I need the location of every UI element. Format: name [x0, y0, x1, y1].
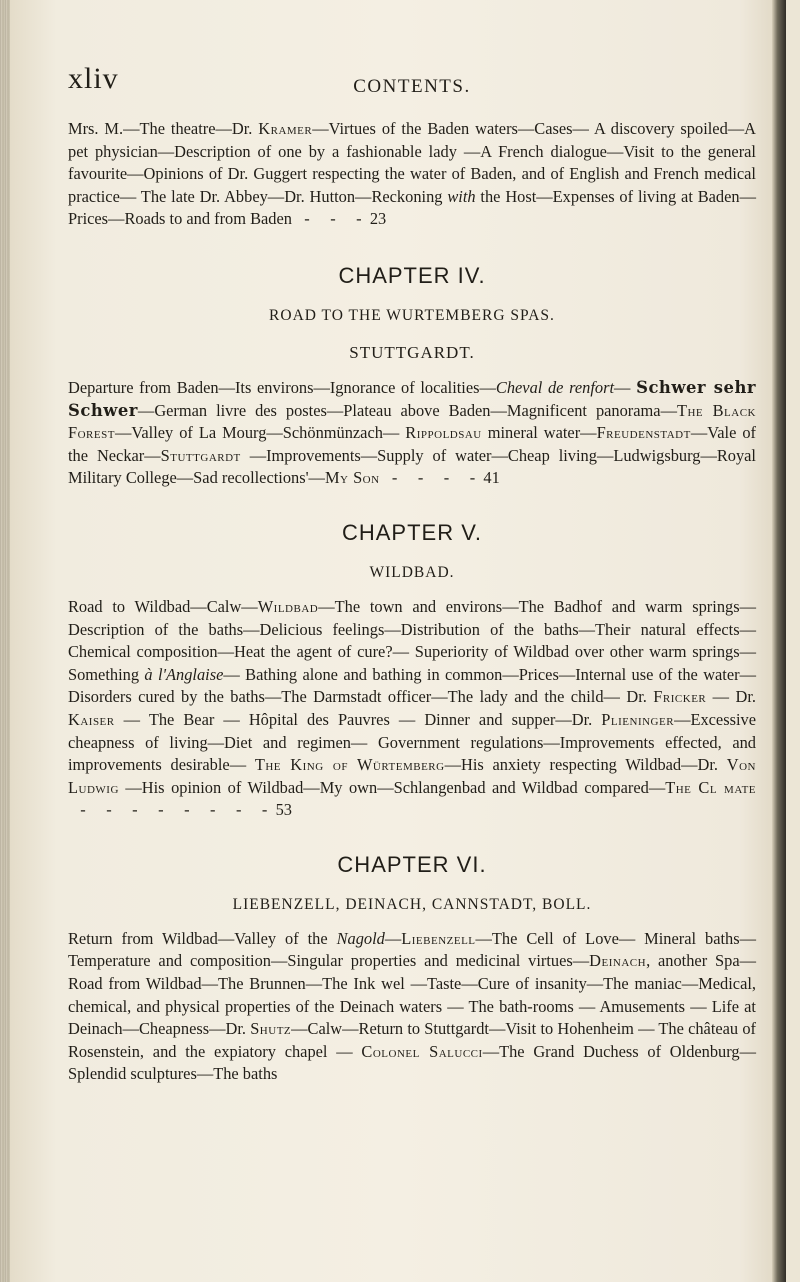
summary-text: Colonel Salucci: [361, 1041, 483, 1061]
intro-summary: [68, 118, 756, 231]
chapter-heading: CHAPTER V.: [341, 519, 482, 545]
chapter-heading: CHAPTER VI.: [337, 851, 487, 877]
summary-text: Departure from Baden—Its environs—Ignorance of localities—: [68, 377, 496, 397]
summary-text: Shutz: [250, 1019, 292, 1039]
summary-text: Mrs. M.—The theatre—Dr.: [68, 119, 259, 138]
summary-text: —Virtues of the Baden waters—Cases— A discovery spoiled—A pet physician—Description of one by a fashionable lady —A French dialogue—Visit to the general favourite—Opinions of Dr. Guggert respecting the water of Baden, and of English and French medical practice— The late Dr. Abbey—Dr. Hutton—Reckoning: [68, 119, 757, 206]
page-reference: 23: [369, 209, 387, 229]
summary-text: —: [384, 928, 402, 948]
summary-text: My Son: [324, 468, 380, 488]
chapter-heading: CHAPTER IV.: [338, 262, 486, 288]
summary-text: —Improvements—Supply of water—Cheap living—Ludwigsburg—Royal Military College—Sad recollections'—: [68, 445, 756, 488]
summary-text: —His anxiety respecting Wildbad—Dr.: [444, 755, 727, 775]
dot-leader: - - - -: [379, 468, 484, 488]
summary-text: Cheval de renfort: [495, 377, 615, 397]
chapter-summary: [68, 596, 756, 822]
dot-leader: - - - - - - - -: [68, 800, 276, 820]
summary-text: Road to Wildbad—Calw—: [68, 596, 258, 616]
summary-text: —Valley of La Mourg—Schönmünzach—: [114, 423, 406, 443]
summary-text: — Bathing alone and bathing in common—Prices—Internal use of the water— Disorders cured by the baths—The Darmstadt officer—The lady and the child— Dr.: [68, 664, 756, 707]
summary-text: — The Bear — Hôpital des Pauvres — Dinner and supper—Dr.: [114, 709, 602, 729]
summary-text: Von Ludwig: [68, 755, 756, 797]
summary-text: Return from Wildbad—Valley of the: [68, 928, 337, 948]
chapter-summary: [68, 928, 756, 1086]
summary-text: mineral water—: [481, 423, 597, 443]
page-reference: 41: [483, 468, 500, 488]
book-spine-edge: [0, 0, 10, 1282]
chapter-subtitle-secondary: STUTTGARDT.: [349, 342, 475, 362]
page-reference: 53: [275, 800, 292, 820]
summary-text: Stuttgardt: [160, 445, 241, 465]
summary-text: —Excessive cheapness of living—Diet and regimen— Government regulations—Improvements effected, and improvements desirable—: [68, 709, 756, 775]
summary-text: à l'Anglaise: [144, 664, 224, 684]
summary-text: —German livre des postes—Plateau above Baden—Magnificent panorama—: [137, 400, 677, 420]
summary-text: Schwer sehr Schwer: [68, 377, 756, 420]
chapter-v: [68, 520, 756, 822]
summary-text: with: [447, 186, 476, 206]
summary-text: —Calw—Return to Stuttgardt—Visit to Hohenheim — The château of Rosenstein, and the expiatory chapel —: [68, 1019, 756, 1061]
chapter-summary: [68, 377, 756, 490]
summary-text: Nagold: [336, 928, 385, 948]
book-page: [10, 0, 786, 1282]
summary-text: Deinach: [589, 951, 647, 971]
summary-text: Rippoldsau: [405, 423, 482, 443]
summary-text: Freudenstadt: [596, 423, 691, 443]
summary-text: —The Cell of Love— Mineral baths—Temperature and composition—Singular properties and medicinal virtues—: [68, 928, 756, 971]
chapter-iv: [68, 263, 756, 490]
summary-text: The Black Forest: [68, 400, 756, 443]
summary-text: , another Spa—Road from Wildbad—The Brunnen—The Ink wel —Taste—Cure of insanity—The maniac—Medical, chemical, and physical properties of the Deinach waters — The bath-rooms — Amusements — Life at Deinach—Cheapness—Dr.: [68, 951, 756, 1039]
summary-text: The Cl mate: [665, 777, 757, 797]
contents-body: [68, 118, 756, 1086]
running-head: CONTENTS.: [353, 76, 471, 97]
summary-text: Plieninger: [601, 709, 675, 729]
summary-text: Kramer: [258, 119, 313, 138]
summary-text: —Vale of the Neckar—: [68, 423, 757, 465]
chapter-subtitle: ROAD TO THE WURTEMBERG SPAS.: [269, 306, 555, 324]
summary-text: Liebenzell: [401, 928, 476, 948]
chapter-subtitle: WILDBAD.: [369, 563, 455, 581]
summary-text: Fricker: [653, 687, 707, 707]
chapter-vi: [68, 852, 756, 1086]
summary-text: —: [614, 377, 637, 397]
chapter-subtitle: LIEBENZELL, DEINACH, CANNSTADT, BOLL.: [232, 895, 592, 913]
dot-leader: - - -: [291, 209, 370, 229]
summary-text: —The town and environs—The Badhof and warm springs—Description of the baths—Delicious feelings—Distribution of the baths—Their natural effects—Chemical composition—Heat the agent of cure?— Superiority of Wildbad over other warm springs—Something: [68, 596, 756, 684]
summary-text: the Host—Expenses of living at Baden—Prices—Roads to and from Baden: [68, 186, 756, 229]
summary-text: —The Grand Duchess of Oldenburg—Splendid sculptures—The baths: [68, 1041, 756, 1084]
summary-text: Kaiser: [68, 709, 115, 729]
summary-text: —His opinion of Wildbad—My own—Schlangenbad and Wildbad compared—: [118, 777, 666, 797]
page-number: xliv: [68, 62, 119, 95]
summary-text: The King of Würtemberg: [254, 755, 445, 775]
summary-text: Wildbad: [257, 596, 319, 616]
page-right-edge-shadow: [772, 0, 786, 1282]
summary-text: — Dr.: [706, 687, 756, 707]
